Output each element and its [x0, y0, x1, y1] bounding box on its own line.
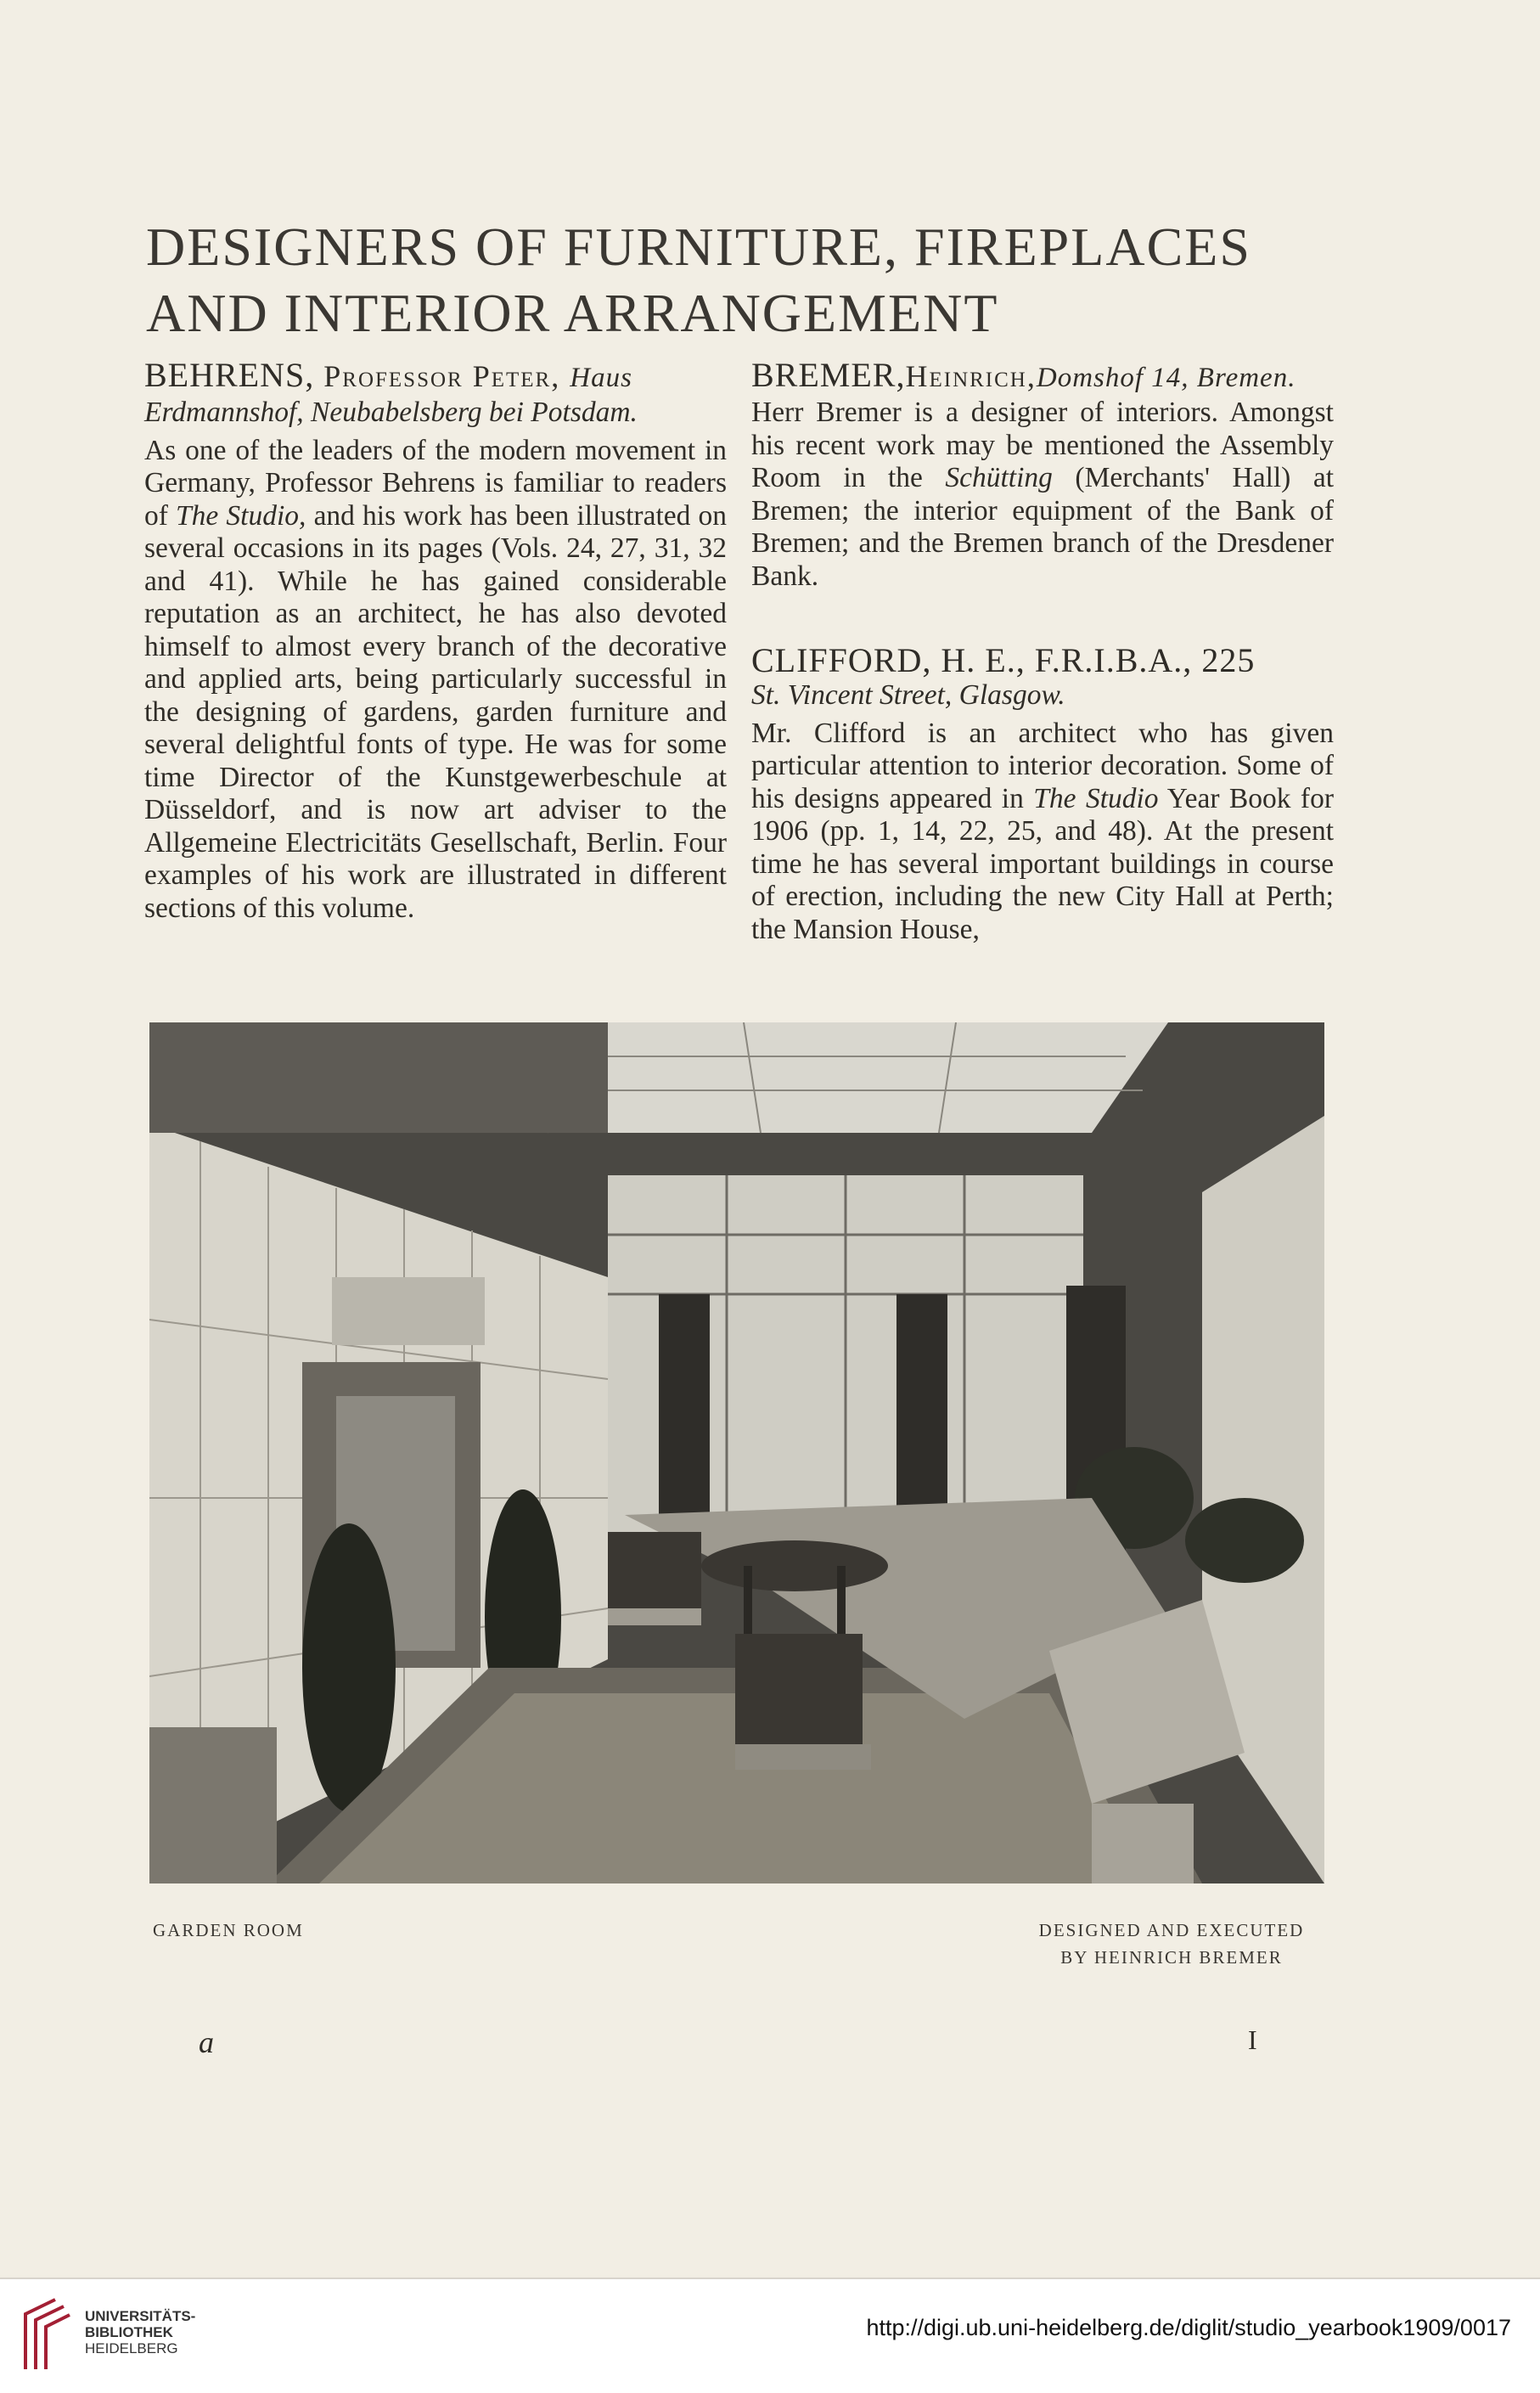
clifford-number: 225 — [1201, 641, 1256, 679]
library-name — [85, 2308, 195, 2356]
bremer-body-2: (Merchants' Hall) at Bremen; the interior equipment of the Bank of Bremen; and the Bremen branch of the Dresdener Bank. — [751, 462, 1335, 592]
signature-mark: a — [199, 2025, 214, 2059]
bremer-address: Domshof 14, Bremen. — [1036, 363, 1296, 393]
caption-left: GARDEN ROOM — [153, 1920, 304, 1940]
bremer-heading — [751, 357, 1334, 397]
library-name-3: HEIDELBERG — [85, 2340, 178, 2356]
library-name-1: UNIVERSITÄTS- — [85, 2308, 196, 2324]
behrens-body-2: and his work has been illustrated on several occasions in its pages (Vols. 24, 27, 31, 32 and 41). While he has gained considerable reputation as an architect, he has also devoted himself to almost every branch of the decorative and applied arts, being particularly successful in the designing of gardens, garden furniture and several delightful fonts of type. He was for some time Director of the Kunstgewerbeschule at Düsseldorf, and is now art adviser to the Allgemeine Electricitäts Gesellschaft, Berlin. Four examples of his work are illustrated in different sections of this volume. — [144, 499, 728, 924]
bremer-honor: Heinrich, — [905, 359, 1037, 393]
behrens-name: BEHRENS, — [144, 356, 315, 394]
right-column — [751, 357, 1334, 946]
title-line-2: AND INTERIOR ARRANGEMENT — [146, 283, 999, 343]
caption-right-line-2: BY HEINRICH BREMER — [1060, 1947, 1283, 1968]
behrens-honor: Professor Peter, — [323, 359, 561, 393]
behrens-body-1: As one of the leaders of the modern movement in Germany, Professor Behrens is familiar to readers of — [144, 434, 727, 532]
behrens-address: Erdmannshof, Neubabelsberg bei Potsdam. — [144, 397, 638, 428]
caption-right — [1014, 1917, 1329, 1971]
title-line-1: DESIGNERS OF FURNITURE, FIREPLACES — [146, 217, 1251, 277]
library-name-2: BIBLIOTHEK — [85, 2324, 173, 2340]
clifford-body-2: Year Book for 1906 (pp. 1, 14, 22, 25, and 48). At the present time he has several important buildings in course of erection, including the new City Hall at Perth; the Mansion House, — [751, 782, 1334, 945]
caption-right-line-1: DESIGNED AND EXECUTED — [1038, 1920, 1305, 1940]
clifford-name: CLIFFORD, H. E., F.R.I.B.A., — [751, 641, 1193, 679]
garden-room-photograph — [149, 1022, 1324, 1883]
behrens-body-italic: The Studio, — [176, 499, 306, 532]
clifford-body — [751, 718, 1334, 947]
clifford-body-1: Mr. Clifford is an architect who has given particular attention to interior decoration. Some of his designs appeared in — [751, 717, 1334, 814]
bremer-body — [751, 397, 1334, 593]
page-title — [146, 214, 1335, 346]
bremer-name: BREMER, — [751, 356, 906, 394]
clifford-heading — [751, 642, 1334, 679]
behrens-heading — [144, 357, 727, 397]
bremer-body-1: Herr Bremer is a designer of interiors. Amongst his recent work may be mentioned the Assembly Room in the — [751, 397, 1334, 493]
source-url-link[interactable]: http://digi.ub.uni-heidelberg.de/diglit/studio_yearbook1909/0017 — [866, 2315, 1511, 2340]
behrens-address-a: Haus — [570, 363, 632, 393]
interior-illustration — [149, 1022, 1324, 1883]
bremer-body-italic: Schütting — [945, 462, 1053, 493]
clifford-address: St. Vincent Street, Glasgow. — [751, 679, 1065, 711]
clifford-body-italic: The Studio — [1033, 782, 1159, 814]
behrens-body — [144, 435, 727, 926]
left-column — [144, 357, 727, 925]
spacer — [751, 593, 1334, 642]
page-number: I — [1248, 2024, 1257, 2055]
library-logo-icon — [17, 2293, 76, 2378]
